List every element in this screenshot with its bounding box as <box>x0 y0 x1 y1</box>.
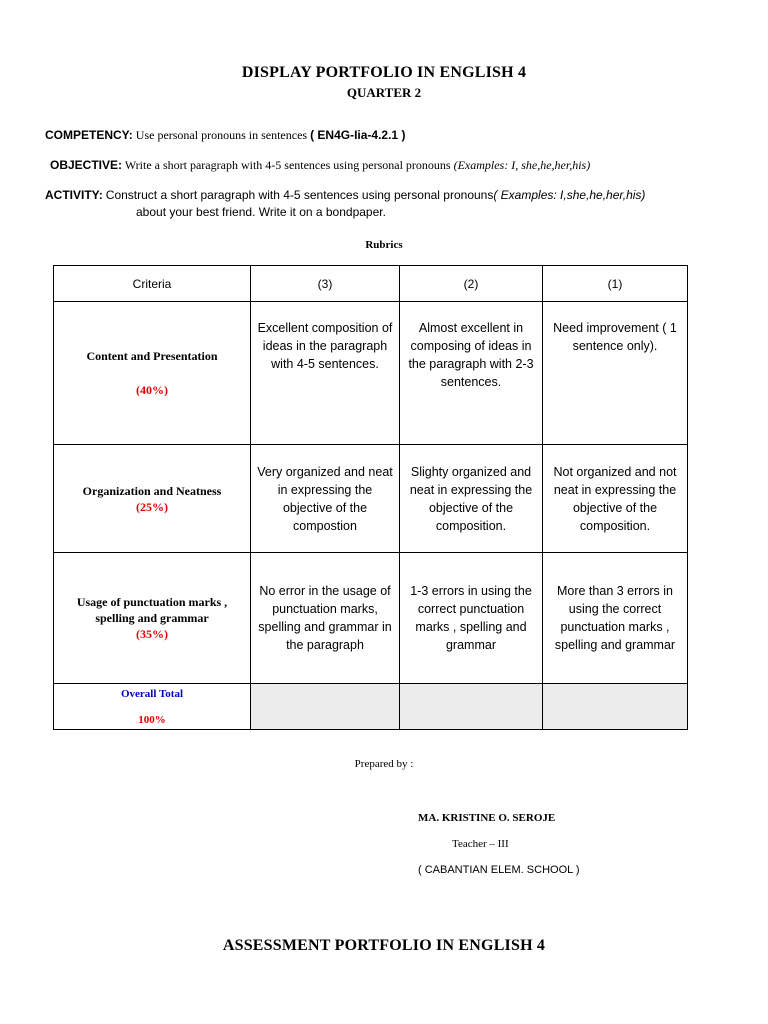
activity-text: Construct a short paragraph with 4-5 sentences using personal pronouns <box>105 188 494 202</box>
competency-label: COMPETENCY: <box>45 128 133 142</box>
activity-line-2: about your best friend. Write it on a bondpaper. <box>136 205 386 219</box>
score-2-cell: Almost excellent in composing of ideas in the paragraph with 2-3 sentences. <box>400 302 543 445</box>
prepared-by-label: Prepared by : <box>354 758 414 770</box>
competency-line <box>45 128 405 143</box>
competency-text: Use personal pronouns in sentences <box>135 128 308 142</box>
criteria-cell <box>54 302 251 445</box>
criteria-weight: (35%) <box>136 627 168 641</box>
total-cell <box>54 684 251 730</box>
criteria-name: Usage of punctuation marks , spelling and grammar <box>76 595 228 625</box>
score-1-cell: Need improvement ( 1 sentence only). <box>543 302 688 445</box>
score-3-cell: Excellent composition of ideas in the paragraph with 4-5 sentences. <box>251 302 400 445</box>
table-row <box>54 302 688 445</box>
activity-label: ACTIVITY: <box>45 188 103 202</box>
teacher-position: Teacher – III <box>452 838 509 850</box>
activity-line <box>45 188 645 203</box>
objective-line <box>50 158 590 173</box>
criteria-name: Organization and Neatness <box>82 483 222 498</box>
score-1-cell: Not organized and not neat in expressing the objective of the composition. <box>543 445 688 553</box>
criteria-weight: (40%) <box>136 383 168 397</box>
header-criteria: Criteria <box>54 266 251 302</box>
total-score-1-cell <box>543 684 688 730</box>
table-row <box>54 445 688 553</box>
header-score-1: (1) <box>543 266 688 302</box>
competency-code: ( EN4G-Iia-4.2.1 ) <box>310 128 406 142</box>
score-2-cell: 1-3 errors in using the correct punctuation marks , spelling and grammar <box>400 553 543 684</box>
activity-examples: ( Examples: I,she,he,her,his) <box>493 188 646 202</box>
criteria-cell <box>54 553 251 684</box>
total-value: 100% <box>138 713 166 726</box>
quarter-label: QUARTER 2 <box>346 85 422 100</box>
header-score-3: (3) <box>251 266 400 302</box>
objective-label: OBJECTIVE: <box>50 158 123 172</box>
total-score-3-cell <box>251 684 400 730</box>
score-3-cell: No error in the usage of punctuation marks, spelling and grammar in the paragraph <box>251 553 400 684</box>
criteria-weight: (25%) <box>136 499 168 514</box>
score-2-cell: Slighty organized and neat in expressing the objective of the composition. <box>400 445 543 553</box>
objective-text: Write a short paragraph with 4-5 sentences using personal pronouns <box>124 158 451 172</box>
total-score-2-cell <box>400 684 543 730</box>
school-name: ( CABANTIAN ELEM. SCHOOL ) <box>418 864 580 876</box>
total-row <box>54 684 688 730</box>
next-section-title: ASSESSMENT PORTFOLIO IN ENGLISH 4 <box>222 937 546 954</box>
score-3-cell: Very organized and neat in expressing the objective of the compostion <box>251 445 400 553</box>
criteria-cell <box>54 445 251 553</box>
rubrics-title: Rubrics <box>365 239 403 251</box>
rubric-table <box>53 265 688 730</box>
table-header-row <box>54 266 688 302</box>
table-row <box>54 553 688 684</box>
header-score-2: (2) <box>400 266 543 302</box>
criteria-name: Content and Presentation <box>86 349 218 363</box>
objective-examples: (Examples: I, she,he,her,his) <box>453 158 591 172</box>
total-label: Overall Total <box>120 687 184 700</box>
teacher-name: MA. KRISTINE O. SEROJE <box>418 812 556 824</box>
document-title: DISPLAY PORTFOLIO IN ENGLISH 4 <box>241 64 527 81</box>
score-1-cell: More than 3 errors in using the correct punctuation marks , spelling and grammar <box>543 553 688 684</box>
